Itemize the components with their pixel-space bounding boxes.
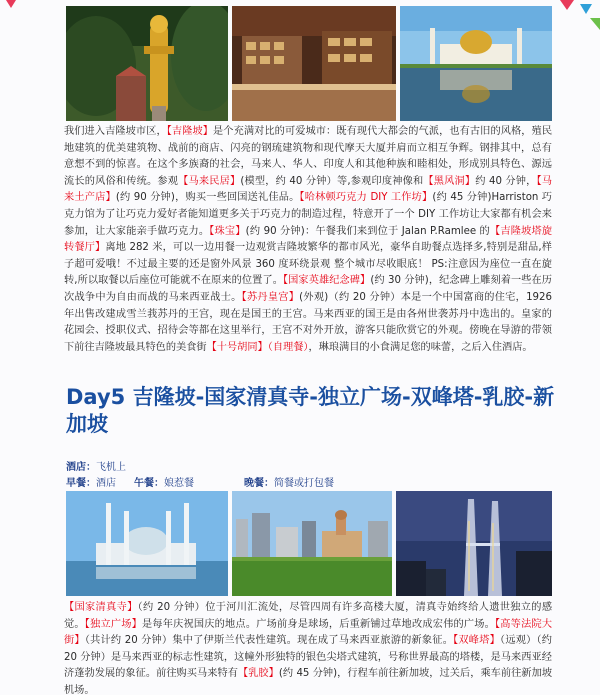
description-text: 是每年庆祝国庆的地点。广场前身是球场，后重新铺过草地改成宏伟的广场。 <box>141 618 496 630</box>
lunch-value: 娘惹餐 <box>164 478 194 489</box>
description-text: 行程车前往新加坡，过关后，乘车前往新加坡机场。 <box>64 668 553 696</box>
highlighted-place-name: （自理餐） <box>267 341 309 353</box>
highlighted-place-name: 【乳胶】 <box>237 668 279 680</box>
description-text: (约 45 分钟)Harriston 巧克力馆为了让巧克力爱好者能知道更多关于巧克力的制造过程，特意开了一个 DIY 工作坊让大家都有机会来参加，让大家能亲手做巧克力。 <box>64 192 552 237</box>
breakfast-info <box>66 474 116 489</box>
chocolate-shop-photo <box>232 6 396 121</box>
breakfast-value: 酒店 <box>96 478 116 489</box>
highlighted-place-name: 【苏丹皇宫】 <box>241 291 300 303</box>
batu-caves-statue-photo <box>66 6 228 121</box>
description-text: (外观)（约 20 分钟）本是一个中国富商的住宅，1926 年出售改建成雪兰莪苏丹的王宫，现在是国王的王宫。马来西亚的国王是由各州世袭苏丹中选出的。皇家的花园会、授职仪式、招待会等都在这里举行，王宫不对外开放，游客只能欣赏它的外观。傍晚在导游的带领下前往吉隆坡最具特色的美食街 <box>64 291 552 353</box>
description-text: （约 20 分钟）位于河川汇流处，尽管四周有许多高楼大厦，清真寺始终给人遗世独立的感觉。 <box>64 602 553 630</box>
hotel-label: 酒店： <box>66 462 96 473</box>
description-text: (约 30 分钟)，纪念碑上雕刻着一些在历次战争中为自由而战的马来西亚战士。 <box>64 275 552 303</box>
dinner-label: 晚餐： <box>244 478 274 489</box>
highlighted-place-name: 【独立广场】 <box>84 618 142 630</box>
highlighted-place-name: 【国家清真寺】 <box>64 602 138 613</box>
highlighted-place-name: 【马来土产店】 <box>64 175 553 204</box>
dinner-value: 简餐或打包餐 <box>274 478 334 489</box>
description-text: 我们进入吉隆坡市区， <box>64 126 167 137</box>
highlighted-place-name: 【十号胡同】 <box>206 341 268 353</box>
hotel-info <box>66 458 126 473</box>
day5-description <box>64 600 552 700</box>
highlighted-place-name: 【哈林顿巧克力 DIY 工作坊】 <box>299 192 433 204</box>
description-text: (模型，约 40 分钟）等,参观印度神像和 <box>240 175 424 187</box>
highlighted-place-name: 【马来民居】 <box>178 175 241 187</box>
mosque-reflection-photo <box>400 6 552 121</box>
highlighted-place-name: 【珠宝】 <box>209 225 246 237</box>
highlighted-place-name: 【吉隆坡塔旋转餐厅】 <box>64 225 553 254</box>
description-text: （共计约 20 分钟）集中了伊斯兰代表性建筑。现在成了马来西亚旅游的新象征。 <box>84 635 454 647</box>
twin-towers-photo <box>396 491 552 596</box>
description-text: (约 90 分钟)：午餐我们来到位于 Jalan P.Ramlee 的 <box>245 225 490 237</box>
day4-description <box>64 124 552 356</box>
independence-square-photo <box>232 491 392 596</box>
dinner-info <box>244 474 334 489</box>
highlighted-place-name: 【吉隆坡】 <box>166 126 214 137</box>
lunch-label: 午餐： <box>134 478 164 489</box>
description-text: 是个充满对比的可爱城市：既有现代大都会的气派，也有古旧的风格，殖民地建筑的优美建筑物、战前的商店、闪亮的钢琉建筑物和现代摩天大厦并肩而立相互争辉。钢排其中，总有意想不到的惊喜。在这个多族裔的社会，马来人、华人、印度人和其他种族和睦相处，形成别具特色、源远流长的风俗和传统。参观 <box>64 126 553 187</box>
corner-decoration-left <box>0 0 40 30</box>
highlighted-place-name: 【高等法院大街】 <box>64 618 553 647</box>
highlighted-place-name: 【黑风洞】 <box>423 175 476 187</box>
description-text: 约 40 分钟， <box>475 175 537 187</box>
highlighted-place-name: 【双峰塔】 <box>453 635 501 647</box>
day-title: Day5 吉隆坡-国家清真寺-独立广场-双峰塔-乳胶-新加坡 <box>66 385 555 436</box>
description-text: ，琳琅满目的小食满足您的味蕾，之后入住酒店。 <box>308 341 533 353</box>
breakfast-label: 早餐： <box>66 478 96 489</box>
hotel-value: 飞机上 <box>96 462 126 473</box>
description-text: (约 90 分钟)，购买一些回国送礼佳品。 <box>115 192 300 204</box>
highlighted-place-name: 【国家英雄纪念碑】 <box>282 275 371 287</box>
lunch-info <box>134 474 194 489</box>
description-text: 离地 282 米，可以一边用餐一边观赏吉隆坡繁华的都市风光，豪华自助餐点选择多,特别是甜品,样子超可爱哦！不过最主要的还是窗外风景 360 度环绕景观 整个城市尽收眼底！ PS:注意因为座位一直在旋转,所以取餐以后座位可能就不在原来的位置了。 <box>64 242 552 287</box>
description-text: (约 45 分钟)， <box>278 668 348 680</box>
description-text: （远观）（约20 分钟）是马来西亚的标志性建筑，这幢外形独特的银色尖塔式建筑，号称世界最高的塔楼，是马来西亚经济蓬勃发展的象征。前往购买马来特有 <box>64 635 552 680</box>
national-mosque-photo <box>66 491 228 596</box>
